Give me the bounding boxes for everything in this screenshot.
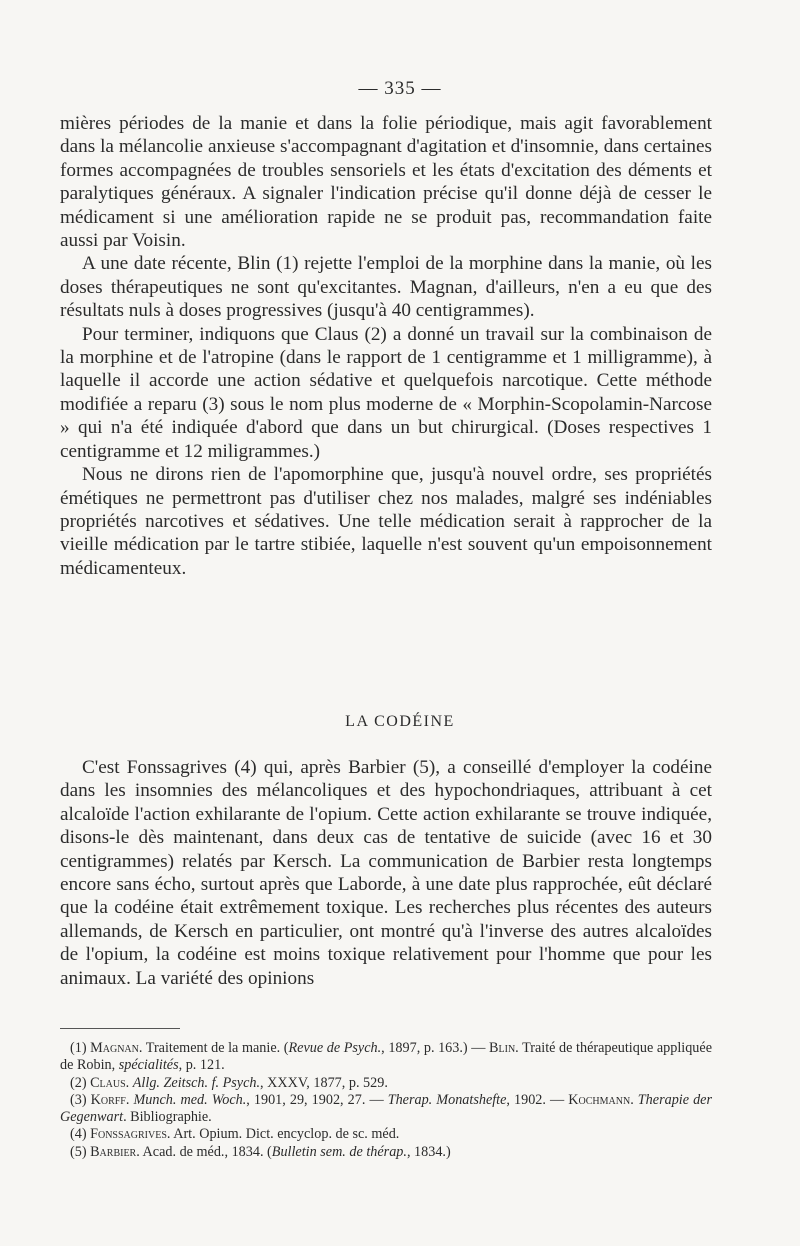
footnote-3: (3) Korff. Munch. med. Woch., 1901, 29, 1902, 27. — Therap. Monatshefte, 1902. — Kochmann. Therapie der Gegenwart. Bibliographie. <box>60 1091 712 1126</box>
paragraph: Nous ne dirons rien de l'apomorphine que, jusqu'à nouvel ordre, ses propriétés émétiques ne permettront pas d'utiliser chez nos malades, malgré ses indéniables propriétés narcotives et sédatives. Une telle médication serait à rapprocher de la vieille médication par le tartre stibiée, laquelle n'est souvent qu'un empoisonnement médicamenteux. <box>60 464 712 579</box>
paragraph: Pour terminer, indiquons que Claus (2) a donné un travail sur la combinaison de la morphine et de l'atropine (dans le rapport de 1 centigramme et 1 milligramme), à laquelle il accorde une action sédative et quelquefois narcotique. Cette méthode modifiée a reparu (3) sous le nom plus moderne de « Morphin-Scopolamin-Narcose » qui n'a été indiquée d'abord que dans un but chirurgical. (Doses respectives 1 centigramme et 12 miligrammes.) <box>60 323 712 462</box>
body-text <box>60 112 712 580</box>
footnote-5: (5) Barbier. Acad. de méd., 1834. (Bulletin sem. de thérap., 1834.) <box>70 1143 451 1160</box>
paragraph: A une date récente, Blin (1) rejette l'emploi de la morphine dans la manie, où les doses thérapeutiques ne sont qu'excitantes. Magnan, d'ailleurs, n'en a eu que des résultats nuls à doses progressives (jusqu'à 40 centigrammes). <box>60 253 712 322</box>
section-body <box>60 756 712 990</box>
page-number: — 335 — <box>358 78 442 99</box>
section-title: LA CODÉINE <box>345 713 455 730</box>
footnote-1: (1) Magnan. Traitement de la manie. (Revue de Psych., 1897, p. 163.) — Blin. Traité de thérapeutique appliquée de Robin, spécialités, p. 121. <box>60 1040 712 1074</box>
footnotes <box>60 1040 712 1161</box>
footnote-divider <box>60 1028 180 1029</box>
footnote-4: (4) Fonssagrives. Art. Opium. Dict. encyclop. de sc. méd. <box>70 1126 400 1143</box>
footnote-2: (2) Claus. Allg. Zeitsch. f. Psych., XXXV, 1877, p. 529. <box>70 1074 388 1091</box>
paragraph: mières périodes de la manie et dans la folie périodique, mais agit favorablement dans la mélancolie anxieuse s'accompagnant d'agitation et d'insomnie, dans certaines formes accompagnées de troubles sensoriels et les états d'excitation des déments et paralytiques généraux. A signaler l'indication précise qu'il donne déjà de cesser le médicament si une amélioration rapide ne se produit pas, recommandation faite aussi par Voisin. <box>60 113 712 252</box>
paragraph: C'est Fonssagrives (4) qui, après Barbier (5), a conseillé d'employer la codéine dans les insomnies des mélancoliques et des hypochondriaques, attribuant à cet alcaloïde l'action exhilarante de l'opium. Cette action exhilarante se trouve indiquée, disons-le dès maintenant, dans deux cas de tentative de suicide (avec 16 et 30 centigrammes) relatés par Kersch. La communication de Barbier resta longtemps encore sans écho, surtout après que Laborde, à une date plus rapprochée, eût déclaré que la codéine était extrêmement toxique. Les recherches plus récentes des auteurs allemands, de Kersch en particulier, ont montré qu'à l'inverse des autres alcaloïdes de l'opium, la codéine est moins toxique relativement pour l'homme que pour les animaux. La variété des opinions <box>60 757 712 989</box>
